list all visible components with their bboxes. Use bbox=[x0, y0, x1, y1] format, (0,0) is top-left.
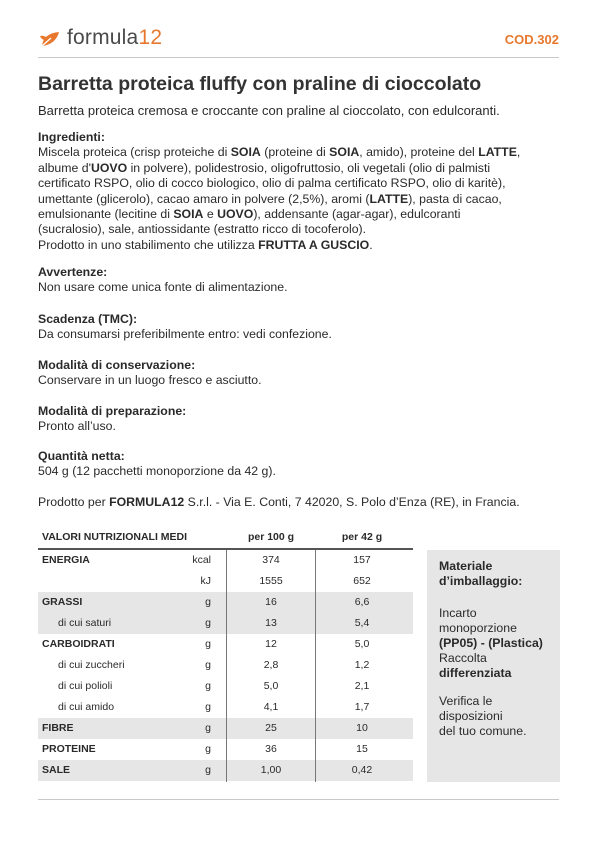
logo-number: 12 bbox=[138, 26, 163, 49]
value-per-42g: 15 bbox=[356, 743, 368, 755]
column-divider bbox=[315, 550, 316, 782]
packaging-line: Raccolta bbox=[439, 651, 487, 665]
nutrient-label: di cui saturi bbox=[58, 617, 112, 629]
value-per-100g: 1555 bbox=[259, 575, 283, 587]
nutrient-unit: g bbox=[205, 722, 211, 734]
value-per-100g: 5,0 bbox=[263, 680, 279, 692]
nutrient-unit: g bbox=[205, 701, 211, 713]
value-per-42g: 6,6 bbox=[354, 596, 370, 608]
value-per-42g: 157 bbox=[353, 554, 371, 566]
ingredient-text: ), pasta di cacao, bbox=[408, 191, 502, 206]
packaging-title-line: d’imballaggio: bbox=[439, 574, 523, 589]
logo-word: formula bbox=[67, 26, 139, 49]
producer-brand: FORMULA12 bbox=[109, 495, 185, 509]
expiry-section bbox=[38, 312, 563, 343]
nutrient-label: FIBRE bbox=[42, 722, 74, 734]
value-per-42g: 652 bbox=[353, 575, 371, 587]
ingredients-line bbox=[38, 161, 563, 176]
ingredients-line bbox=[38, 192, 563, 207]
ingredient-text: ), addensante (agar-agar), edulcoranti bbox=[253, 207, 461, 222]
nutrient-unit: g bbox=[205, 659, 211, 671]
ingredients-heading: Ingredienti: bbox=[38, 130, 105, 144]
net-quantity-section bbox=[38, 449, 563, 480]
producer-prefix: Prodotto per bbox=[38, 495, 110, 509]
packaging-title bbox=[439, 559, 522, 590]
storage-section bbox=[38, 358, 563, 389]
nutrient-unit: g bbox=[205, 638, 211, 650]
product-subtitle: Barretta proteica cremosa e croccante con praline al cioccolato, con edulcoranti. bbox=[38, 103, 500, 118]
producer-address: S.r.l. - Via E. Conti, 7 42020, S. Polo d’Enza (RE), in Francia. bbox=[184, 495, 520, 509]
ingredient-text: umettante (glicerolo), cacao amaro in polvere (2,5%), aromi ( bbox=[38, 191, 370, 206]
value-per-42g: 5,0 bbox=[354, 638, 370, 650]
nutrition-table-title: VALORI NUTRIZIONALI MEDI bbox=[42, 531, 188, 543]
ingredients-line bbox=[38, 238, 563, 253]
value-per-42g: 1,2 bbox=[354, 659, 370, 671]
allergen-text: LATTE bbox=[478, 145, 517, 160]
ingredients-text bbox=[38, 145, 563, 253]
nutrient-unit: g bbox=[205, 764, 211, 776]
value-per-42g: 5,4 bbox=[354, 617, 370, 629]
packaging-line: disposizioni bbox=[439, 709, 503, 723]
storage-text: Conservare in un luogo fresco e asciutto. bbox=[38, 373, 262, 388]
nutrient-unit: kcal bbox=[192, 554, 211, 566]
allergen-text: SOIA bbox=[173, 207, 204, 222]
packaging-title-line: Materiale bbox=[439, 559, 493, 573]
packaging-line: Verifica le bbox=[439, 694, 493, 708]
ingredient-text: in polvere), polidestrosio, oligofruttosio, oli vegetali (olio di palmisti bbox=[127, 160, 491, 175]
brand-logo bbox=[38, 22, 162, 54]
product-title: Barretta proteica fluffy con praline di cioccolato bbox=[38, 73, 482, 95]
ingredient-text: certificato RSPO, olio di cocco biologico, olio di palma certificato RSPO, olio di karitè), bbox=[38, 176, 506, 191]
value-per-42g: 2,1 bbox=[354, 680, 370, 692]
leaf-logo-icon bbox=[38, 25, 64, 51]
warnings-section bbox=[38, 265, 563, 296]
value-per-100g: 1,00 bbox=[260, 764, 282, 776]
value-per-100g: 4,1 bbox=[263, 701, 279, 713]
value-per-100g: 36 bbox=[265, 743, 277, 755]
value-per-42g: 10 bbox=[356, 722, 368, 734]
value-per-42g: 1,7 bbox=[354, 701, 370, 713]
allergen-text: SOIA bbox=[230, 145, 261, 160]
column-divider bbox=[226, 550, 227, 782]
warnings-heading: Avvertenze: bbox=[38, 265, 108, 279]
nutrient-unit: g bbox=[205, 617, 211, 629]
ingredients-line bbox=[38, 145, 563, 160]
packaging-line: del tuo comune. bbox=[439, 724, 527, 738]
nutrient-label: ENERGIA bbox=[42, 554, 90, 566]
storage-heading: Modalità di conservazione: bbox=[38, 358, 196, 372]
packaging-line: Incarto bbox=[439, 606, 477, 620]
nutrient-label: PROTEINE bbox=[42, 743, 96, 755]
value-per-100g: 25 bbox=[265, 722, 277, 734]
ingredient-text: emulsionante (lecitine di bbox=[38, 207, 174, 222]
allergen-text: FRUTTA A GUSCIO bbox=[258, 237, 370, 252]
ingredient-text: . bbox=[369, 237, 373, 252]
ingredients-line bbox=[38, 222, 563, 237]
nutrient-label: di cui polioli bbox=[58, 680, 113, 692]
col-header-per-100g: per 100 g bbox=[247, 531, 295, 543]
nutrient-label: CARBOIDRATI bbox=[42, 638, 115, 650]
value-per-100g: 2,8 bbox=[263, 659, 279, 671]
allergen-text: LATTE bbox=[369, 191, 409, 206]
producer-line bbox=[38, 495, 563, 510]
bottom-divider bbox=[38, 799, 559, 800]
value-per-100g: 374 bbox=[262, 554, 280, 566]
nutrient-label: di cui zuccheri bbox=[58, 659, 125, 671]
ingredient-text: (proteine di bbox=[260, 145, 330, 160]
top-divider bbox=[38, 57, 559, 58]
value-per-100g: 13 bbox=[265, 617, 277, 629]
nutrient-unit: g bbox=[205, 743, 211, 755]
col-header-per-42g: per 42 g bbox=[341, 531, 383, 543]
ingredient-text: Prodotto in uno stabilimento che utilizza bbox=[38, 237, 259, 252]
allergen-text: UOVO bbox=[90, 160, 128, 175]
header bbox=[38, 22, 559, 58]
allergen-text: SOIA bbox=[329, 145, 360, 160]
packaging-line: differenziata bbox=[439, 666, 512, 680]
preparation-text: Pronto all’uso. bbox=[38, 419, 116, 434]
packaging-line: (PP05) - (Plastica) bbox=[439, 636, 543, 650]
nutrient-unit: kJ bbox=[200, 575, 211, 587]
expiry-heading: Scadenza (TMC): bbox=[38, 312, 138, 326]
value-per-100g: 16 bbox=[265, 596, 277, 608]
nutrient-label: GRASSI bbox=[42, 596, 83, 608]
packaging-line: monoporzione bbox=[439, 621, 517, 635]
ingredient-text: (sucralosio), sale, antiossidante (estratto ricco di tocoferolo). bbox=[38, 222, 367, 237]
ingredient-text: e bbox=[203, 207, 218, 222]
nutrient-label: di cui amido bbox=[58, 701, 115, 713]
ingredient-text: , bbox=[516, 145, 521, 160]
preparation-section bbox=[38, 404, 563, 435]
value-per-42g: 0,42 bbox=[351, 764, 373, 776]
ingredients-line bbox=[38, 207, 563, 222]
warnings-text: Non usare come unica fonte di alimentazione. bbox=[38, 280, 288, 295]
logo-wordmark bbox=[67, 26, 162, 50]
ingredients-line bbox=[38, 176, 563, 191]
nutrient-label: SALE bbox=[42, 764, 71, 776]
packaging-box bbox=[427, 550, 560, 782]
net-quantity-heading: Quantità netta: bbox=[38, 449, 125, 463]
ingredients-section bbox=[38, 130, 563, 253]
value-per-100g: 12 bbox=[265, 638, 277, 650]
product-code: COD.302 bbox=[504, 32, 559, 47]
nutrient-unit: g bbox=[205, 680, 211, 692]
preparation-heading: Modalità di preparazione: bbox=[38, 404, 187, 418]
ingredient-text: Miscela proteica (crisp proteiche di bbox=[38, 145, 231, 160]
net-quantity-text: 504 g (12 pacchetti monoporzione da 42 g). bbox=[38, 464, 276, 479]
nutrient-unit: g bbox=[205, 596, 211, 608]
ingredient-text: albume d' bbox=[38, 160, 91, 175]
expiry-text: Da consumarsi preferibilmente entro: vedi confezione. bbox=[38, 327, 332, 342]
ingredient-text: , amido), proteine del bbox=[359, 145, 479, 160]
allergen-text: UOVO bbox=[217, 207, 254, 222]
